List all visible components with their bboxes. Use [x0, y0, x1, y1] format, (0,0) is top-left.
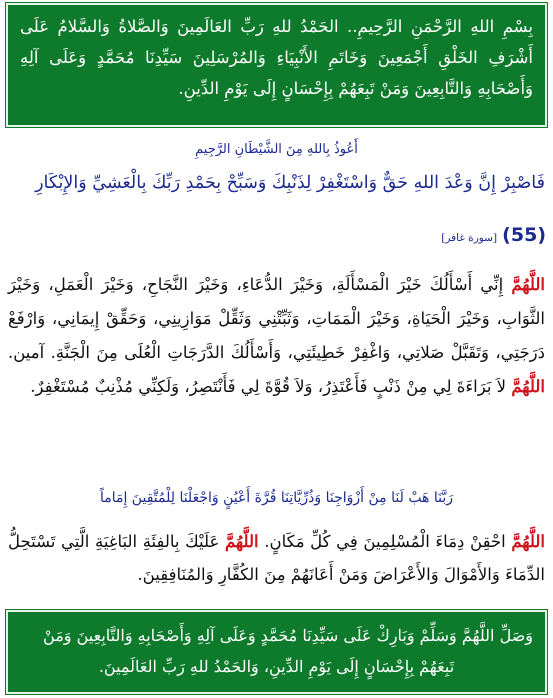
- istiadha-line: أَعُوذُ بِاللهِ مِنَ الشَّيْطَانِ الرَّجِيمِ: [195, 142, 358, 157]
- second-supplication-part-1: احْقِنْ دِمَاءَ الْمُسْلِمِينَ فِي كُلِّ مَكَانٍ.: [258, 532, 512, 551]
- supplication-part-1: إِنِّي أَسْأَلُكَ خَيْرَ الْمَسْأَلَةِ، وَخَيْرَ الدُّعَاءِ، وَخَيْرَ النَّجَاحِ، وَخَيْرَ الْعَمَلِ، وَخَيْرَ الثَّوَابِ، وَخَيْرَ الْحَيَاةِ، وَخَيْرَ الْمَمَاتِ، وَثَبِّتْنِي وَثَقِّلْ مَوَازِينِي، وَحَقِّقْ إِيمَانِي، وَارْفَعْ دَرَجَتِي، وَتَقَبَّلْ صَلاتِي، وَاغْفِرْ خَطِيئَتِي، وَأَسْأَلُكَ الدَّرَجَاتِ الْعُلَى مِنَ الْجَنَّةِ. آمين.: [8, 275, 545, 362]
- second-supplication: [8, 525, 545, 591]
- closing-banner: [6, 610, 547, 694]
- surah-name: [سورة غافر]: [441, 232, 498, 244]
- verse-reference: [400, 224, 546, 246]
- allahumma-word: اللَّهُمَّ: [511, 532, 545, 551]
- rabbana-verse: رَبَّنَا هَبْ لَنَا مِنْ أَزْوَاجِنَا وَذُرِّيَّاتِنَا قُرَّةَ أَعْيُنٍ وَاجْعَلْنَا لِلْمُتَّقِينَ إِمَاماً: [99, 490, 454, 506]
- allahumma-word: اللَّهُمَّ: [511, 275, 545, 294]
- opening-banner: [6, 3, 547, 127]
- second-supplication-part-2: عَلَيْكَ بِالفِئَةِ البَاغِيَةِ الَّتِي تَسْتَحِلُّ الدِّمَاءَ وَالأَمْوَالَ وَالأَعْرَاضَ وَمَنْ أَعَانَهُمْ مِنَ الكُفَّارِ وَالمُنَافِقِينَ.: [8, 532, 545, 584]
- closing-line-2: تَبِعَهُمْ بِإِحْسَانٍ إِلَى يَوْمِ الدِّينِ، وَالحَمْدُ للهِ رَبِّ العَالَمِينَ.: [98, 657, 455, 676]
- allahumma-word: اللَّهُمَّ: [511, 377, 545, 396]
- quran-verse: فَاصْبِرْ إِنَّ وَعْدَ اللهِ حَقٌّ وَاسْتَغْفِرْ لِذَنْبِكَ وَسَبِّحْ بِحَمْدِ رَبِّكَ بِالْعَشِيِّ وَالإِبْكَارِ: [35, 173, 545, 193]
- allahumma-word: اللَّهُمَّ: [224, 532, 259, 551]
- opening-text: بِسْمِ اللهِ الرَّحْمَنِ الرَّحِيمِ.. الحَمْدُ للهِ رَبِّ العَالَمِينَ وَالصَّلاةُ وَالسَّلامُ عَلَى أَشْرَفِ الخَلْقِ أَجْمَعِينَ وَخَاتَمِ الأَنْبِيَاءِ وَالمُرْسَلِينَ سَيِّدِنَا مُحَمَّدٍ وَعَلَى آلِهِ وَأَصْحَابِهِ وَالتَّابِعِينَ وَمَنْ تَبِعَهُمْ بِإِحْسَانٍ إِلَى يَوْمِ الدِّينِ.: [20, 17, 533, 98]
- main-supplication: [8, 268, 545, 404]
- verse-number: (55): [502, 224, 546, 246]
- supplication-part-2: لاَ بَرَاءَةَ لِي مِنْ ذَنْبٍ فَأَعْتَذِرُ، وَلاَ قُوَّةَ لِي فَأَنْتَصِرُ، وَلَكِنِّي مُذْنِبٌ مُسْتَغْفِرٌ.: [30, 377, 512, 396]
- closing-line-1: وَصَلِّ اللَّهُمَّ وَسَلِّمْ وَبَارِكْ عَلَى سَيِّدِنَا مُحَمَّدٍ وَعَلَى آلِهِ وَأَصْحَابِهِ وَالتَّابِعِينَ وَمَنْ: [43, 626, 533, 645]
